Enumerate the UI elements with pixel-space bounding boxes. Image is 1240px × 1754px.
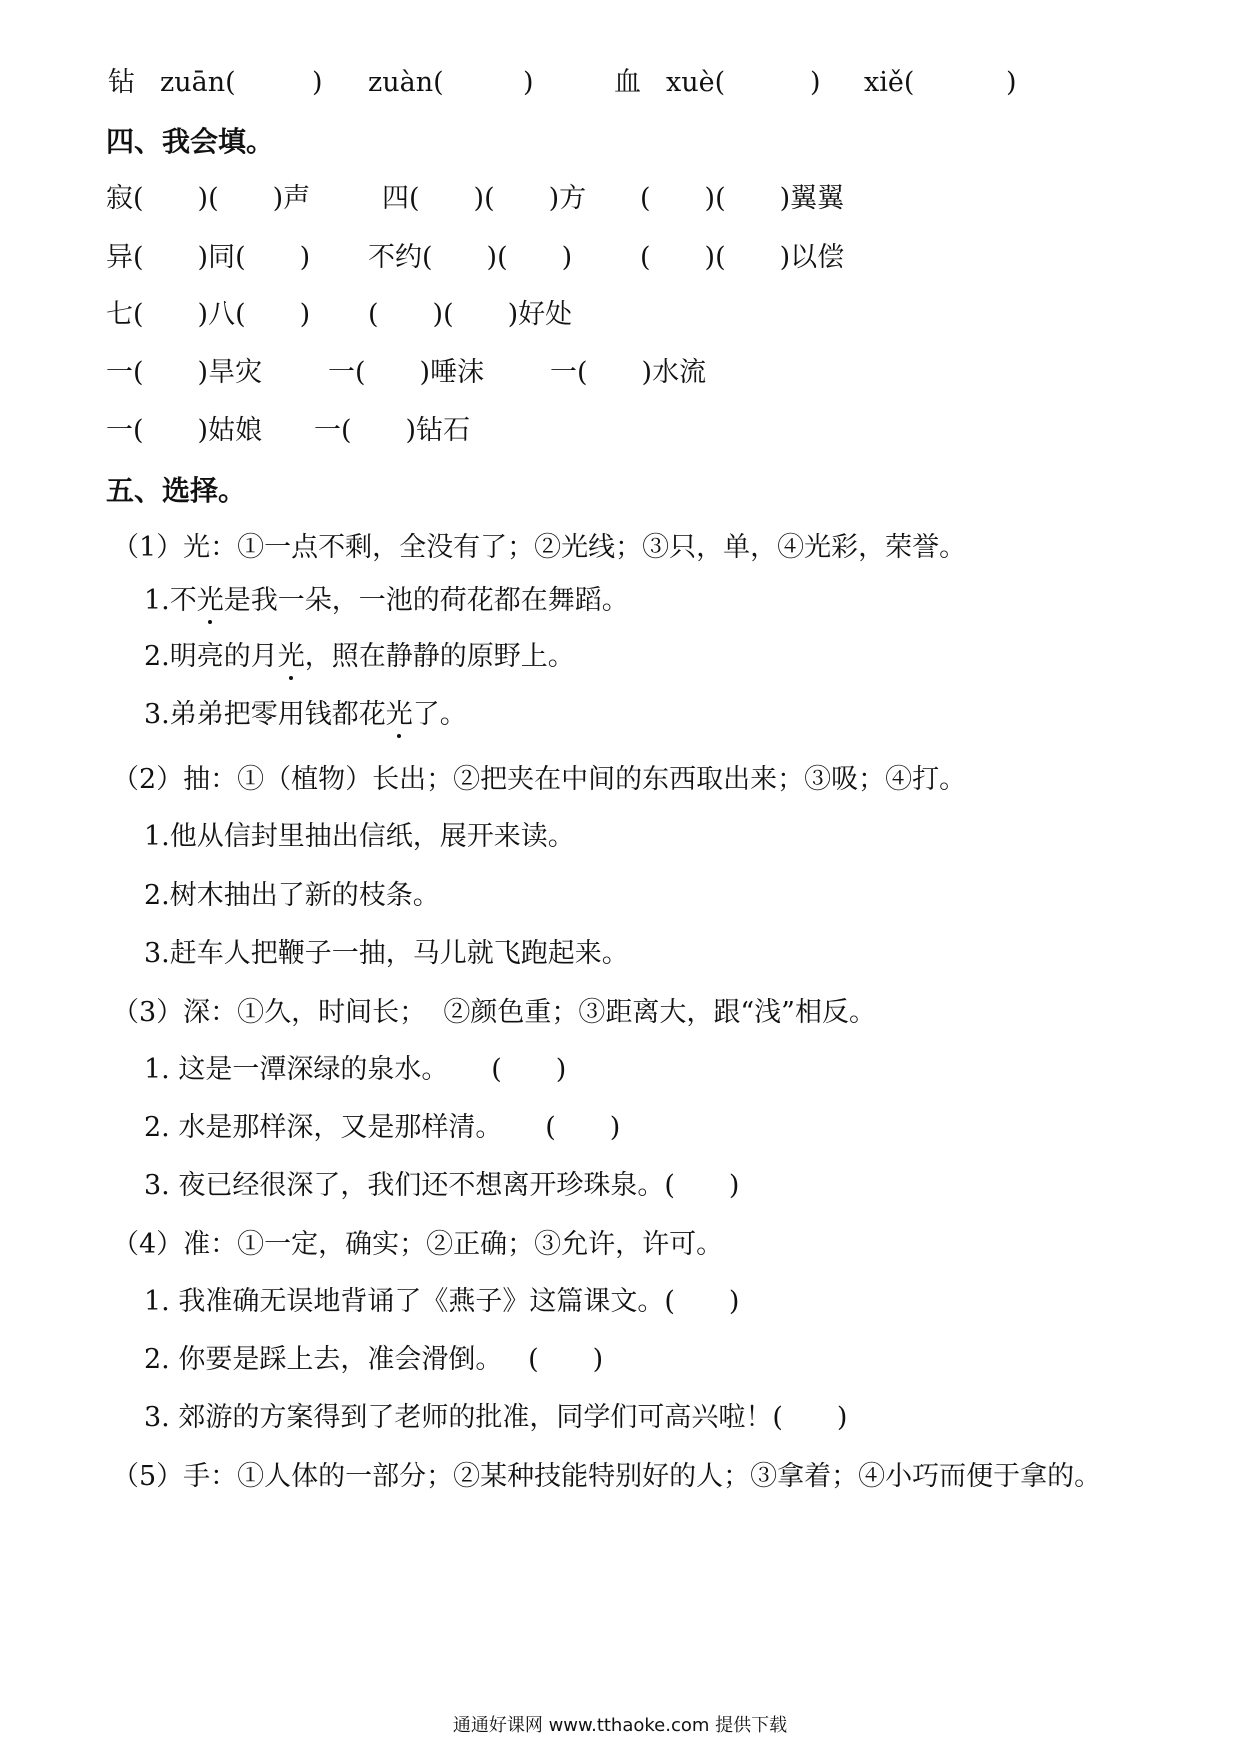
fill-item: 异( )同( ) [106, 242, 311, 273]
fill-item: ( )( )好处 [368, 299, 573, 330]
char-zuan: 钻 [108, 67, 135, 98]
section4-heading: 四、我会填。 [106, 125, 275, 158]
q2-definition: （2）抽：①（植物）长出；②把夹在中间的东西取出来；③吸；④打。 [112, 764, 967, 795]
pinyin-row [0, 66, 1240, 100]
q1-sentence-3 [144, 698, 467, 732]
q2-sentence-3: 3.赶车人把鞭子一抽，马儿就飞跑起来。 [144, 938, 629, 969]
pinyin-xue-close: ) [810, 67, 821, 98]
q1-s1-post: 是我一朵，一池的荷花都在舞蹈。 [223, 585, 629, 616]
fill-item: 一( )唾沫 [328, 357, 485, 388]
q1-s1-pre: 1.不 [144, 585, 197, 616]
q1-sentence-1 [144, 584, 629, 618]
pinyin-xue: xuè( [666, 67, 726, 98]
fill-item: 四( )( )方 [382, 183, 587, 214]
q2-sentence-1: 1.他从信封里抽出信纸，展开来读。 [144, 821, 575, 852]
fill-item: ( )( )翼翼 [640, 183, 845, 214]
fill-item: 不约( )( ) [368, 242, 573, 273]
q4-sentence-2: 2. 你要是踩上去，准会滑倒。 ( ) [144, 1344, 604, 1375]
q1-s3-pre: 3.弟弟把零用钱都花 [144, 699, 386, 730]
fill-row-5 [0, 414, 1240, 448]
emphasis-char: 光 [196, 585, 224, 616]
emphasis-char: 光 [277, 641, 305, 672]
q2-sentence-2: 2.树木抽出了新的枝条。 [144, 880, 440, 911]
pinyin-xie-close: ) [1006, 67, 1017, 98]
q3-sentence-3: 3. 夜已经很深了，我们还不想离开珍珠泉。( ) [144, 1170, 740, 1201]
fill-row-2 [0, 241, 1240, 275]
fill-item: 一( )水流 [550, 357, 707, 388]
q1-s2-post: ，照在静静的原野上。 [304, 641, 575, 672]
pinyin-xie: xiě( [864, 67, 915, 98]
pinyin-zuan4-close: ) [523, 67, 534, 98]
fill-item: 一( )钻石 [314, 415, 471, 446]
q5-definition: （5）手：①人体的一部分；②某种技能特别好的人；③拿着；④小巧而便于拿的。 [112, 1461, 1102, 1492]
q3-definition: （3）深：①久，时间长； ②颜色重；③距离大，跟“浅”相反。 [112, 997, 876, 1028]
q4-sentence-3: 3. 郊游的方案得到了老师的批准，同学们可高兴啦！( ) [144, 1402, 848, 1433]
fill-item: ( )( )以偿 [640, 242, 845, 273]
q3-sentence-1: 1. 这是一潭深绿的泉水。 ( ) [144, 1054, 567, 1085]
footer-source: 通通好课网 www.tthaoke.com 提供下载 [452, 1715, 788, 1736]
q1-definition: （1）光：①一点不剩，全没有了；②光线；③只，单，④光彩，荣誉。 [112, 532, 967, 563]
fill-row-4 [0, 356, 1240, 390]
pinyin-zuan1-close: ) [312, 67, 323, 98]
fill-item: 一( )姑娘 [106, 415, 263, 446]
fill-item: 一( )旱灾 [106, 357, 263, 388]
fill-item: 寂( )( )声 [106, 183, 311, 214]
emphasis-char: 光 [385, 699, 413, 730]
q3-sentence-2: 2. 水是那样深，又是那样清。 ( ) [144, 1112, 621, 1143]
q1-s3-post: 了。 [412, 699, 467, 730]
section5-heading: 五、选择。 [106, 474, 247, 507]
fill-item: 七( )八( ) [106, 299, 311, 330]
pinyin-zuan4: zuàn( [368, 67, 444, 98]
q4-sentence-1: 1. 我准确无误地背诵了《燕子》这篇课文。( ) [144, 1286, 740, 1317]
q1-sentence-2 [144, 640, 575, 674]
pinyin-zuan1: zuān( [160, 67, 236, 98]
fill-row-1 [0, 182, 1240, 216]
q1-s2-pre: 2.明亮的月 [144, 641, 278, 672]
fill-row-3 [0, 298, 1240, 332]
q4-definition: （4）准：①一定，确实；②正确；③允许，许可。 [112, 1229, 724, 1260]
char-xue: 血 [614, 67, 641, 98]
